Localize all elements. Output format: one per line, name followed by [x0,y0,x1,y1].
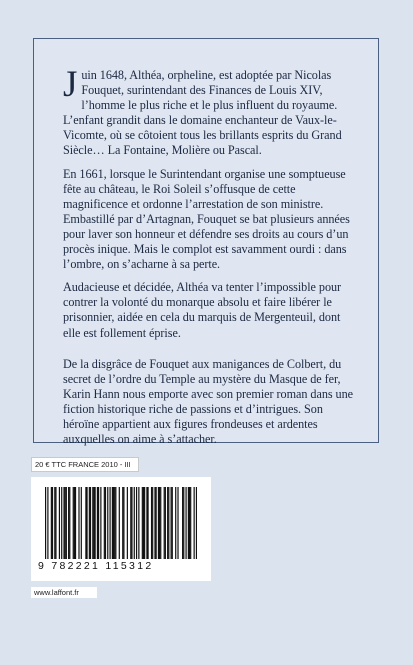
barcode-bar [45,487,46,559]
barcode-bar [152,487,153,559]
synopsis [63,64,358,455]
barcode-bar [160,487,161,559]
barcode-bar [189,487,190,559]
barcode-bar [151,487,152,559]
barcode-bar [190,487,191,559]
barcode-bar [159,487,160,559]
barcode-bar [73,487,74,559]
barcode-bar [69,487,70,559]
barcode-bar [196,487,197,559]
barcode-bar [136,487,137,559]
barcode-bar [119,487,120,559]
barcode-bar [61,487,62,559]
barcode-bar [185,487,186,559]
barcode-bar [47,487,48,559]
barcode-bar [112,487,113,559]
barcode-bar [122,487,123,559]
paragraph-3: Audacieuse et décidée, Althéa va tenter l’impossible pour contrer la volonté du monarque absolu et faire libérer le prisonnier, aidée en cela du marquis de Mergenteuil, dont elle est follement éprise. [63,280,342,340]
barcode-bar [54,487,55,559]
barcode-bar [89,487,90,559]
barcode-bar [90,487,91,559]
publisher-website: www.laffont.fr [31,587,97,598]
price-label: 20 € TTC FRANCE 2010 - III [31,457,139,472]
barcode-bar [144,487,145,559]
barcode-bar [114,487,115,559]
barcode-bar [63,487,64,559]
barcode-bar [78,487,79,559]
barcode-icon [45,487,197,559]
barcode-bar [194,487,195,559]
barcode-bar [142,487,143,559]
barcode-bar [188,487,189,559]
barcode-bar [86,487,87,559]
barcode-bar [68,487,69,559]
barcode-bar [55,487,56,559]
barcode-bar [172,487,173,559]
drop-cap: J [63,64,78,105]
barcode-bar [104,487,105,559]
barcode-bar [175,487,176,559]
barcode-bar [85,487,86,559]
barcode-panel [31,477,211,581]
barcode-bar [92,487,93,559]
barcode-bar [109,487,110,559]
barcode-bar [177,487,178,559]
barcode-bar [74,487,75,559]
barcode-bar [156,487,157,559]
barcode-bar [59,487,60,559]
barcode-bar [75,487,76,559]
barcode-bar [158,487,159,559]
barcode-bar [182,487,183,559]
barcode-bar [100,487,101,559]
barcode-bar [183,487,184,559]
barcode-bar [123,487,124,559]
barcode-bar [147,487,148,559]
barcode-bar [131,487,132,559]
paragraph-1-text: uin 1648, Althéa, orpheline, est adoptée par Nicolas Fouquet, surintendant des Finances de Louis XIV, l’homme le plus riche et le plus influent du royaume. L’enfant grandit dans le domaine enchanteur de Vaux-le-Vicomte, où se côtoient tous les brillants esprits du Grand Siècle… La Fontaine, Molière ou Pascal. [63,68,342,158]
barcode-bar [143,487,144,559]
barcode-bar [138,487,139,559]
barcode-bar [81,487,82,559]
barcode-bar [146,487,147,559]
barcode-bar [95,487,96,559]
paragraph-1 [63,64,358,159]
barcode-bar [113,487,114,559]
barcode-bar [66,487,67,559]
paragraph-4: De la disgrâce de Fouquet aux manigances de Colbert, du secret de l’ordre du Temple au mystère du Masque de fer, Karin Hann nous emporte avec son premier roman dans une fiction historique riche de passions et d’intrigues. Son héroïne appartient aux figures frondeuses et ardentes auxquelles on aime à s’attacher. [63,356,353,447]
barcode-bar [168,487,169,559]
barcode-bar [52,487,53,559]
barcode-bar [51,487,52,559]
barcode-bar [164,487,165,559]
barcode-bar [107,487,108,559]
barcode-bar [127,487,128,559]
barcode-bar [134,487,135,559]
barcode-bar [165,487,166,559]
barcode-bar [115,487,116,559]
barcode-bar [171,487,172,559]
barcode-bar [105,487,106,559]
barcode-bar [130,487,131,559]
barcode-bar [65,487,66,559]
paragraph-2: En 1661, lorsque le Surintendant organise une somptueuse fête au château, le Roi Soleil s’offusque de cette magnificence et ordonne l’arrestation de son ministre. Embastillé par d’Artagnan, Fouquet se bat plusieurs années pour laver son honneur et défendre ses droits au cours d’un procès inique. Mais le complot est savamment ourdi : dans l’ombre, on s’acharne à sa perte. [63,166,350,272]
barcode-bar [93,487,94,559]
isbn-number: 9 782221 115312 [38,560,154,572]
barcode-bar [98,487,99,559]
barcode-bar [97,487,98,559]
barcode-bar [154,487,155,559]
barcode-bar [167,487,168,559]
